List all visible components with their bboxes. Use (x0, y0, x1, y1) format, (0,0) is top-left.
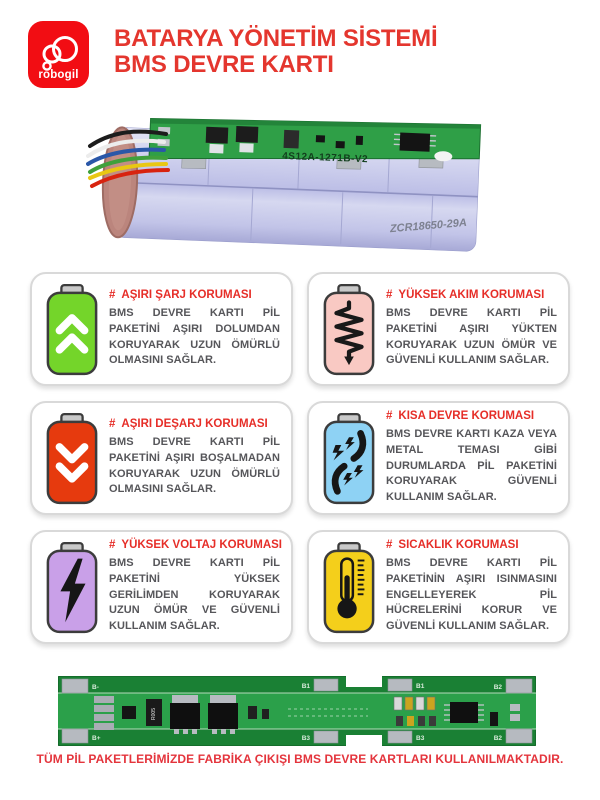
feature-body: BMS DEVRE KARTI PİL PAKETİNİ AŞIRI DOLUMDAN KORUYARAK UZUN ÖMÜRLÜ OLMASINI SAĞLAR. (109, 307, 280, 367)
feature-body: BMS DEVRE KARTI PİL PAKETİNİ YÜKSEK GERİLİMDEN KORUYARAK UZUN ÖMÜR VE GÜVENLİ KULLANIM SAĞLAR. (109, 557, 280, 632)
battery-thermometer-icon (322, 541, 376, 634)
feature-title: # KISA DEVRE KORUMASI (386, 410, 535, 423)
pad-label: B1 (416, 683, 425, 690)
pad-label: B2 (493, 684, 502, 691)
feature-body: BMS DEVRE KARTI KAZA VEYA METAL TEMASI GİBİ DURUMLARDA PİL PAKETİNİ KORUYARAK GÜVENLİ KULLANIM SAĞLAR. (386, 428, 557, 503)
battery-chevrons-up-icon (45, 283, 99, 376)
feature-title: # YÜKSEK VOLTAJ KORUMASI (109, 539, 282, 552)
feature-grid (30, 272, 570, 644)
feature-body: BMS DEVRE KARTI PİL PAKETİNİ AŞIRI YÜKTEN KORUYARAK UZUN ÖMÜR VE GÜVENLİ KULLANIM SAĞLAR. (386, 307, 557, 367)
resistor-label: R005 (151, 708, 157, 720)
feature-card-overdischarge (30, 401, 293, 515)
feature-title: # YÜKSEK AKIM KORUMASI (386, 289, 545, 302)
feature-card-temperature (307, 530, 570, 644)
logo-text: robogil (38, 69, 79, 81)
feature-title: # AŞIRI DEŞARJ KORUMASI (109, 418, 268, 431)
feature-title: # SICAKLIK KORUMASI (386, 539, 519, 552)
feature-card-overvoltage (30, 530, 293, 644)
pcb-marking-text: 4S12A-1271B-V2 (281, 150, 369, 166)
feature-body: BMS DEVRE KARTI PİL PAKETİNİN AŞIRI ISINMASINI ENGELLEYEREK PİL HÜCRELERİNİ KORUR VE GÜVENLİ KULLANIM SAĞLAR. (386, 557, 557, 632)
pad-label: B2 (493, 735, 502, 742)
page-title-line2: BMS DEVRE KARTI (114, 51, 334, 78)
pad-label: B+ (92, 735, 101, 742)
footer-note: TÜM PİL PAKETLERİMİZDE FABRİKA ÇIKIŞI BMS DEVRE KARTLARI KULLANILMAKTADIR. (36, 752, 564, 766)
cell-marking-text: ZCR18650-29A (389, 216, 468, 236)
pad-label: B3 (416, 735, 425, 742)
page-title-line1: BATARYA YÖNETİM SİSTEMİ (114, 25, 438, 52)
page-title (114, 26, 437, 78)
pad-label: B1 (301, 683, 310, 690)
pad-label: B- (92, 684, 99, 691)
robogil-logo (28, 21, 89, 88)
feature-title: # AŞIRI ŞARJ KORUMASI (109, 289, 252, 302)
feature-card-overcurrent (307, 272, 570, 386)
feature-card-short-circuit (307, 401, 570, 515)
battery-short-circuit-icon (322, 412, 376, 505)
battery-lightning-icon (45, 541, 99, 634)
feature-card-overcharge (30, 272, 293, 386)
battery-chevrons-down-icon (45, 412, 99, 505)
robogil-circles-icon (28, 27, 89, 75)
pad-label: B3 (301, 735, 310, 742)
battery-pack-image (86, 106, 514, 266)
feature-body: BMS DEVRE KARTI PİL PAKETİNİ AŞIRI BOŞALMADAN KORUYARAK UZUN ÖMÜRLÜ OLMASINI SAĞLAR. (109, 436, 280, 496)
battery-resistor-icon (322, 283, 376, 376)
bms-board-image (58, 676, 536, 746)
